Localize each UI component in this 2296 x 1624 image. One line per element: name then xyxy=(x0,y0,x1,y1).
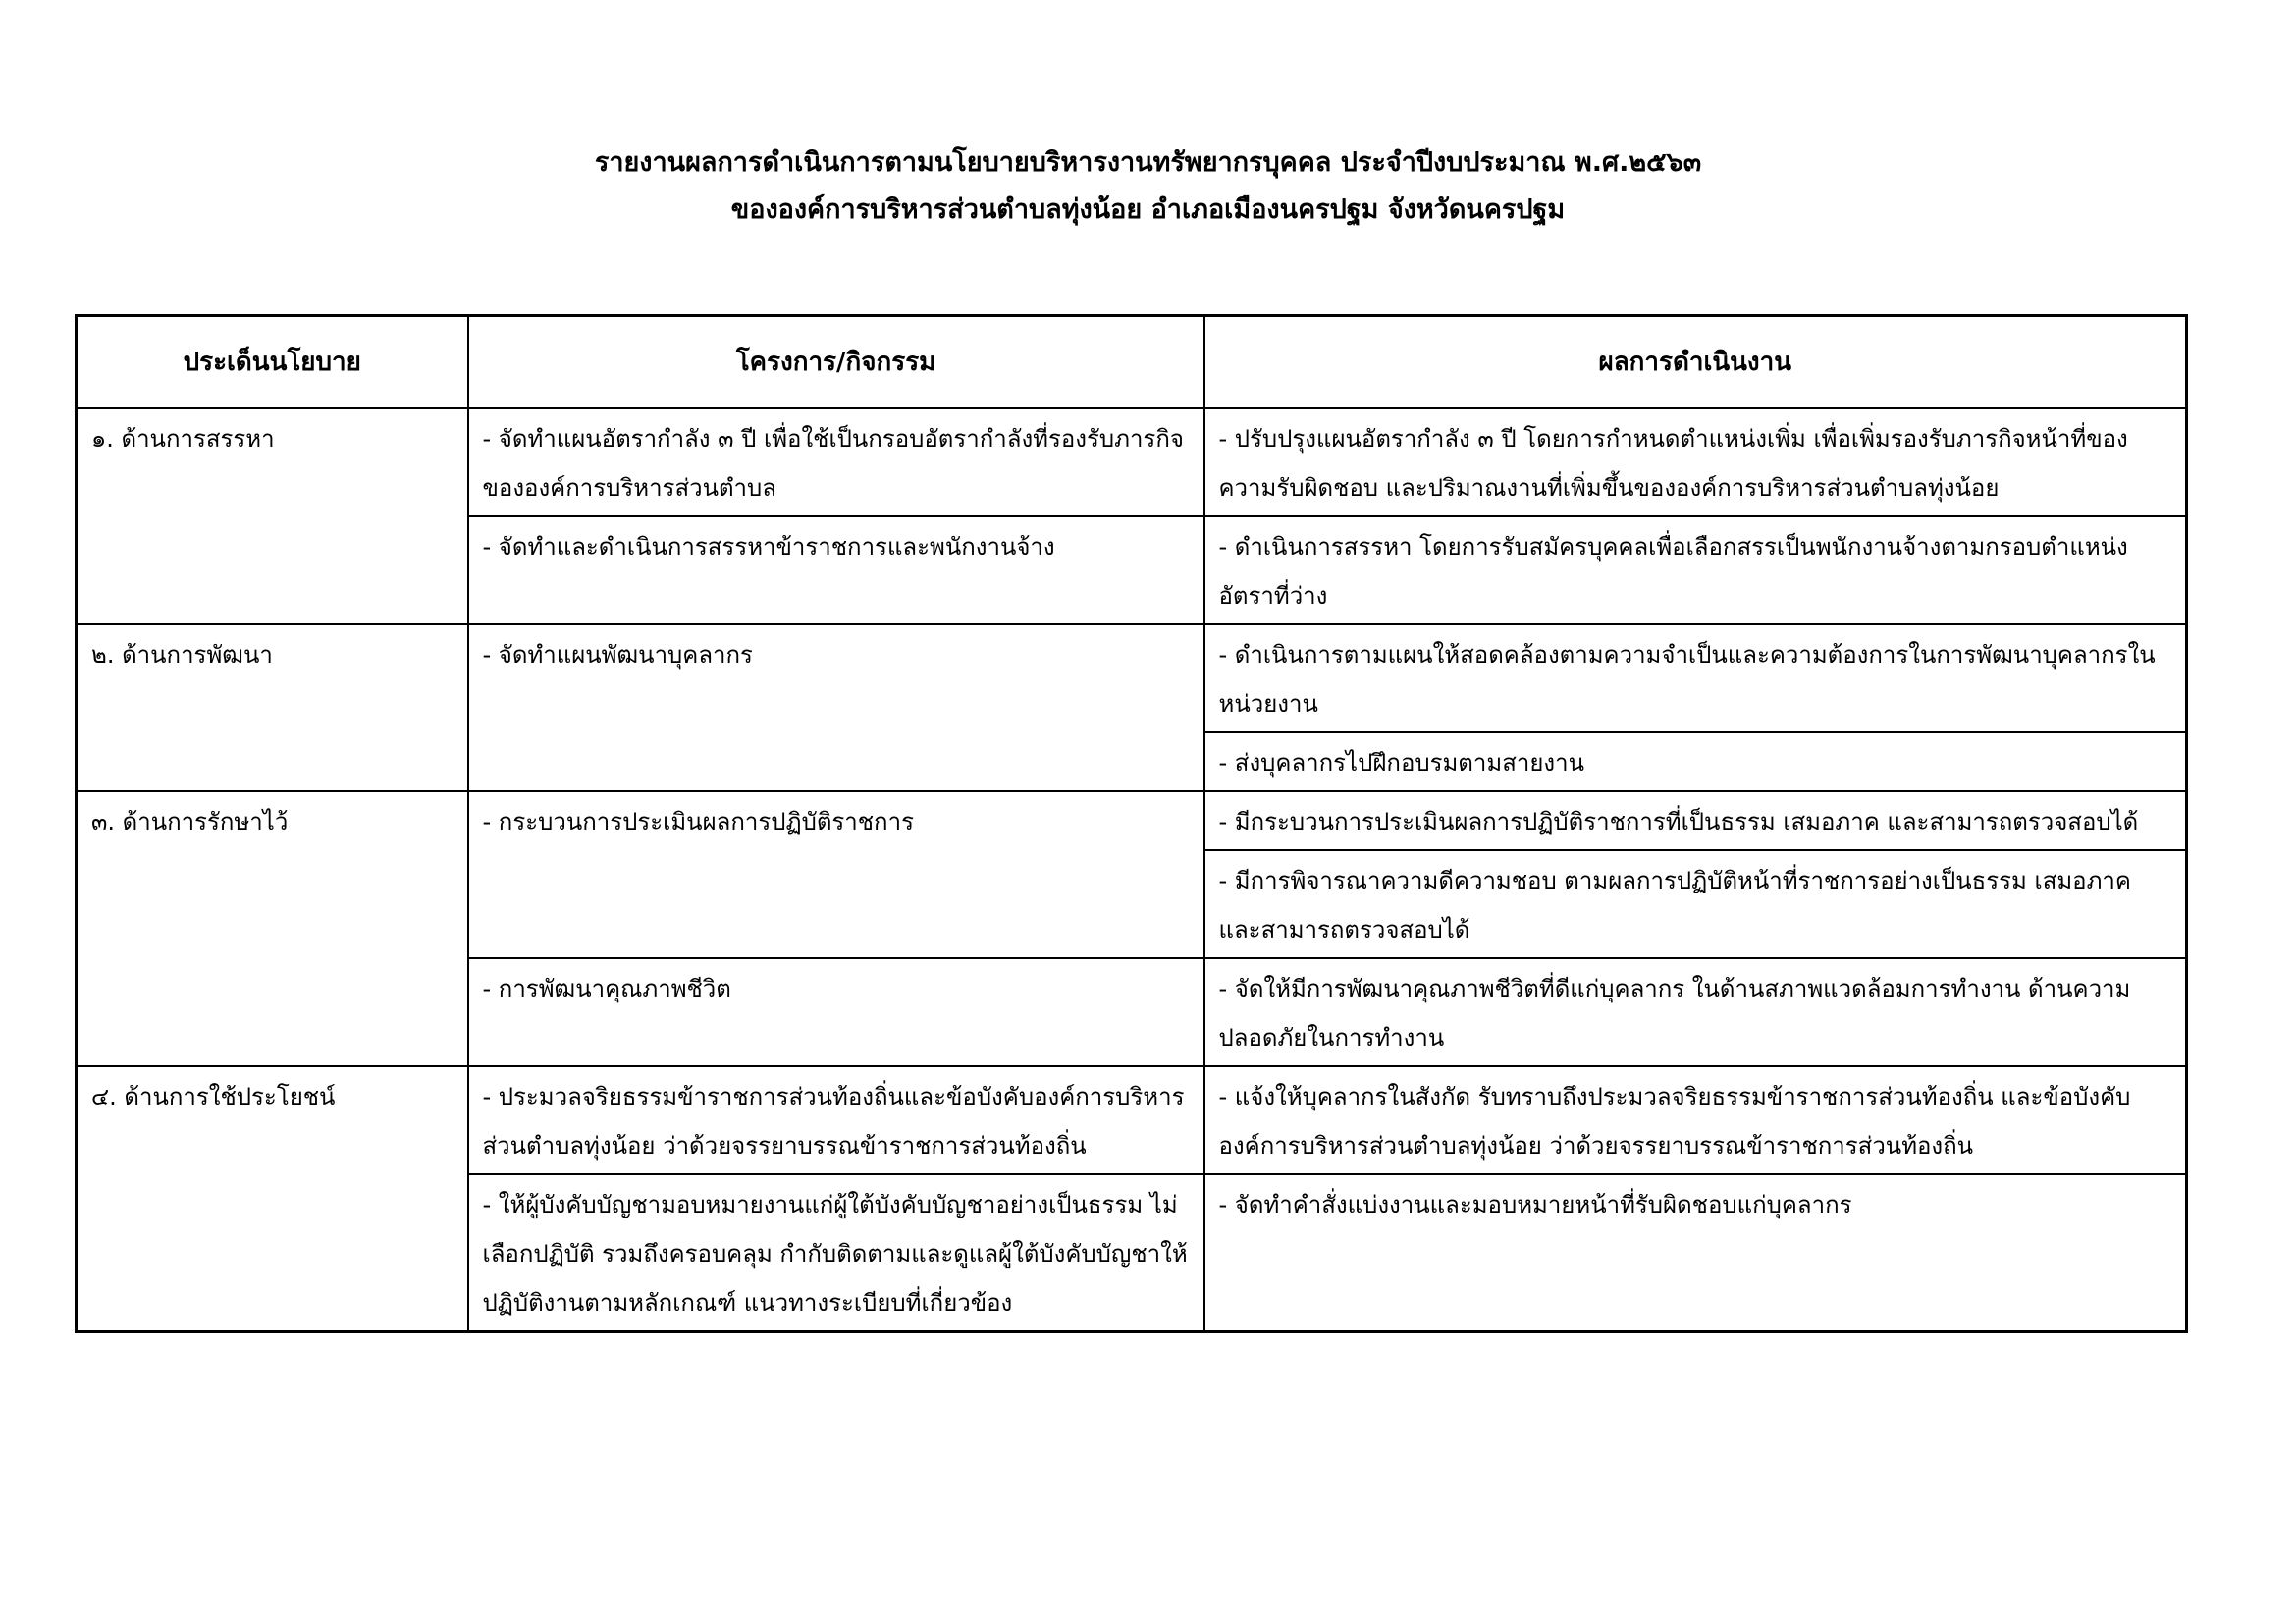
table-row xyxy=(77,791,2187,850)
result-cell: - จัดทำคำสั่งแบ่งงานและมอบหมายหน้าที่รับผิดชอบแก่บุคลากร xyxy=(1204,1174,2187,1332)
project-cell: - การพัฒนาคุณภาพชีวิต xyxy=(468,958,1204,1066)
result-cell: - แจ้งให้บุคลากรในสังกัด รับทราบถึงประมวลจริยธรรมข้าราชการส่วนท้องถิ่น และข้อบังคับองค์การบริหารส่วนตำบลทุ่งน้อย ว่าด้วยจรรยาบรรณข้าราชการส่วนท้องถิ่น xyxy=(1204,1066,2187,1174)
table-row xyxy=(77,1066,2187,1174)
header-project: โครงการ/กิจกรรม xyxy=(468,316,1204,409)
report-title xyxy=(0,139,2296,234)
table-row xyxy=(77,624,2187,732)
table-header-row xyxy=(77,316,2187,409)
header-result: ผลการดำเนินงาน xyxy=(1204,316,2187,409)
project-cell: - ประมวลจริยธรรมข้าราชการส่วนท้องถิ่นและข้อบังคับองค์การบริหารส่วนตำบลทุ่งน้อย ว่าด้วยจรรยาบรรณข้าราชการส่วนท้องถิ่น xyxy=(468,1066,1204,1174)
project-cell: - จัดทำแผนอัตรากำลัง ๓ ปี เพื่อใช้เป็นกรอบอัตรากำลังที่รองรับภารกิจขององค์การบริหารส่วนตำบล xyxy=(468,408,1204,516)
policy-report-table xyxy=(75,314,2188,1333)
project-cell: - กระบวนการประเมินผลการปฏิบัติราชการ xyxy=(468,791,1204,958)
result-cell: - ดำเนินการตามแผนให้สอดคล้องตามความจำเป็นและความต้องการในการพัฒนาบุคลากรในหน่วยงาน xyxy=(1204,624,2187,732)
report-title-line-1: รายงานผลการดำเนินการตามนโยบายบริหารงานทรัพยากรบุคคล ประจำปีงบประมาณ พ.ศ.๒๕๖๓ xyxy=(594,147,1702,178)
report-title-line-2: ขององค์การบริหารส่วนตำบลทุ่งน้อย อำเภอเมืองนครปฐม จังหวัดนครปฐม xyxy=(730,194,1566,225)
policy-topic: ๔. ด้านการใช้ประโยชน์ xyxy=(77,1066,468,1332)
result-cell: - มีการพิจารณาความดีความชอบ ตามผลการปฏิบัติหน้าที่ราชการอย่างเป็นธรรม เสมอภาค และสามารถตรวจสอบได้ xyxy=(1204,850,2187,958)
project-cell: - จัดทำแผนพัฒนาบุคลากร xyxy=(468,624,1204,791)
result-cell: - ส่งบุคลากรไปฝึกอบรมตามสายงาน xyxy=(1204,732,2187,791)
result-cell: - ดำเนินการสรรหา โดยการรับสมัครบุคคลเพื่อเลือกสรรเป็นพนักงานจ้างตามกรอบตำแหน่งอัตราที่ว่าง xyxy=(1204,516,2187,624)
table-row xyxy=(77,408,2187,516)
result-cell: - มีกระบวนการประเมินผลการปฏิบัติราชการที่เป็นธรรม เสมอภาค และสามารถตรวจสอบได้ xyxy=(1204,791,2187,850)
project-cell: - จัดทำและดำเนินการสรรหาข้าราชการและพนักงานจ้าง xyxy=(468,516,1204,624)
policy-topic: ๓. ด้านการรักษาไว้ xyxy=(77,791,468,1066)
policy-topic: ๒. ด้านการพัฒนา xyxy=(77,624,468,791)
result-cell: - จัดให้มีการพัฒนาคุณภาพชีวิตที่ดีแก่บุคลากร ในด้านสภาพแวดล้อมการทำงาน ด้านความปลอดภัยในการทำงาน xyxy=(1204,958,2187,1066)
policy-topic: ๑. ด้านการสรรหา xyxy=(77,408,468,624)
result-cell: - ปรับปรุงแผนอัตรากำลัง ๓ ปี โดยการกำหนดตำแหน่งเพิ่ม เพื่อเพิ่มรองรับภารกิจหน้าที่ของความรับผิดชอบ และปริมาณงานที่เพิ่มขึ้นขององค์การบริหารส่วนตำบลทุ่งน้อย xyxy=(1204,408,2187,516)
header-policy: ประเด็นนโยบาย xyxy=(77,316,468,409)
project-cell: - ให้ผู้บังคับบัญชามอบหมายงานแก่ผู้ใต้บังคับบัญชาอย่างเป็นธรรม ไม่เลือกปฏิบัติ รวมถึงครอบคลุม กำกับติดตามและดูแลผู้ใต้บังคับบัญชาให้ปฏิบัติงานตามหลักเกณฑ์ แนวทางระเบียบที่เกี่ยวข้อง xyxy=(468,1174,1204,1332)
